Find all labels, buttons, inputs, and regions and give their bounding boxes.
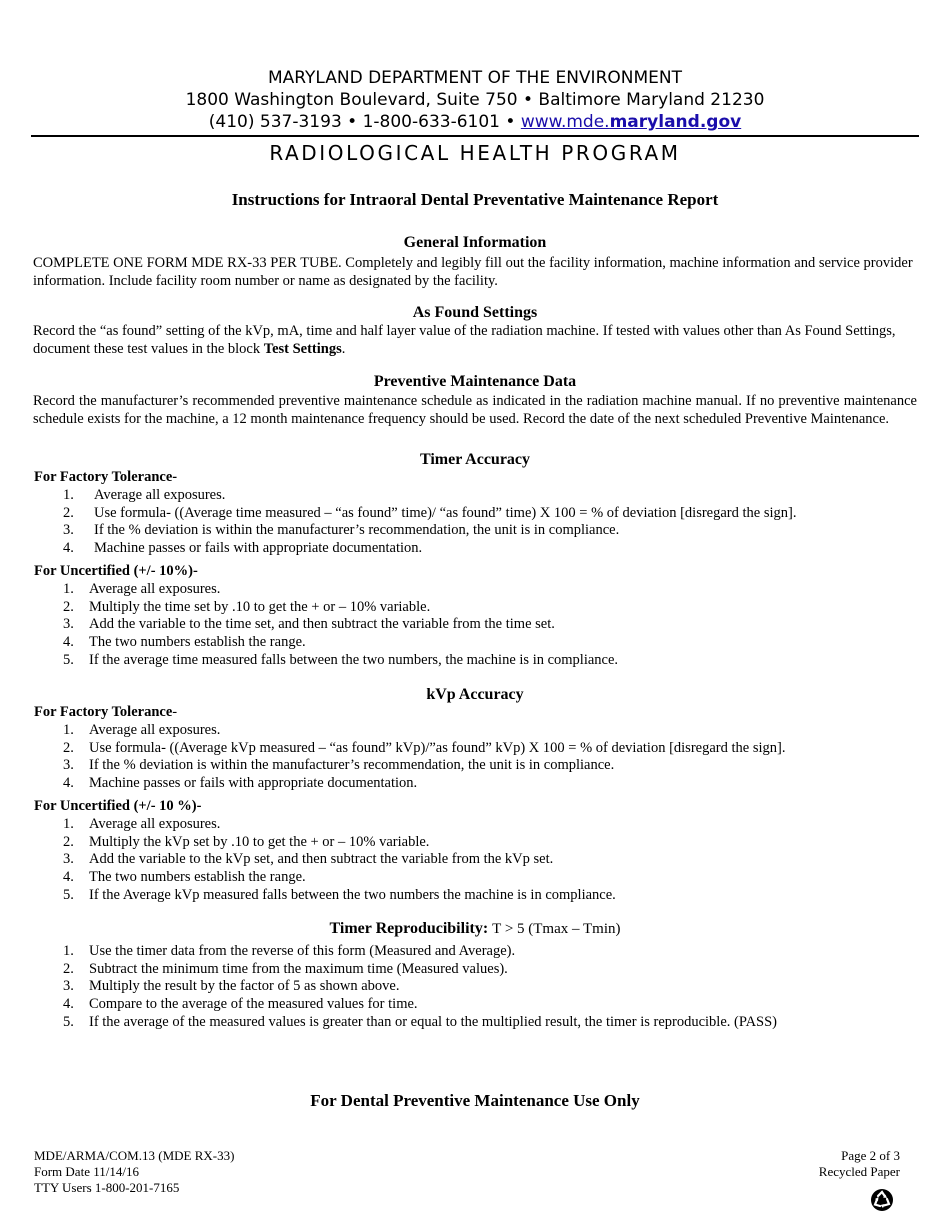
pm-data-heading: Preventive Maintenance Data (373, 373, 577, 390)
header-divider (31, 135, 919, 137)
footer-right (819, 1148, 900, 1180)
general-heading: General Information (403, 234, 547, 251)
kvp-uncert-label: For Uncertified (+/- 10 %)- (34, 798, 202, 814)
document-title: Instructions for Intraoral Dental Preventative Maintenance Report (231, 190, 719, 209)
agency-website-link[interactable]: www.mde.maryland.gov (520, 112, 742, 132)
timer-factory-label: For Factory Tolerance- (34, 469, 178, 485)
agency-address: 1800 Washington Boulevard, Suite 750 • Baltimore Maryland 21230 (185, 90, 765, 110)
form-date: Form Date 11/14/16 (34, 1164, 139, 1179)
agency-contact (0, 111, 950, 133)
kvp-accuracy-heading: kVp Accuracy (426, 686, 524, 703)
test-settings-label: Test Settings (263, 341, 342, 357)
tty-number: TTY Users 1-800-201-7165 (34, 1180, 180, 1195)
recycled-paper-label: Recycled Paper (818, 1164, 900, 1179)
as-found-text: Record the “as found” setting of the kVp, mA, time and half layer value of the radiation machine. If tested with values other than As Found Settings, document these test values in the block Test Settings. (33, 323, 896, 357)
page-number: Page 2 of 3 (841, 1148, 900, 1163)
program-title: RADIOLOGICAL HEALTH PROGRAM (269, 141, 681, 165)
as-found-heading: As Found Settings (412, 304, 538, 321)
recycle-icon (870, 1188, 894, 1212)
agency-name: MARYLAND DEPARTMENT OF THE ENVIRONMENT (267, 68, 682, 88)
general-text: COMPLETE ONE FORM MDE RX-33 PER TUBE. Completely and legibly fill out the facility information, machine information and service provider information. Include facility room number or name as designated by the facility. (33, 255, 913, 289)
timer-repro-heading: Timer Reproducibility: T > 5 (Tmax – Tmin) (329, 920, 621, 937)
timer-repro-formula: T > 5 (Tmax – Tmin) (492, 921, 621, 937)
timer-accuracy-heading: Timer Accuracy (419, 451, 531, 468)
timer-uncert-label: For Uncertified (+/- 10%)- (34, 563, 198, 579)
footer-left (34, 1148, 234, 1196)
kvp-factory-label: For Factory Tolerance- (34, 704, 178, 720)
pm-data-text: Record the manufacturer’s recommended preventive maintenance schedule as indicated in the radiation machine manual. If no preventive maintenance schedule exists for the machine, a 12 month maintenance frequency should be used. Record the date of the next scheduled Preventive Maintenance. (33, 393, 917, 427)
form-code: MDE/ARMA/COM.13 (MDE RX-33) (34, 1148, 235, 1163)
use-only-notice: For Dental Preventive Maintenance Use Only (310, 1091, 640, 1110)
agency-phones: (410) 537-3193 • 1-800-633-6101 • (208, 112, 521, 132)
